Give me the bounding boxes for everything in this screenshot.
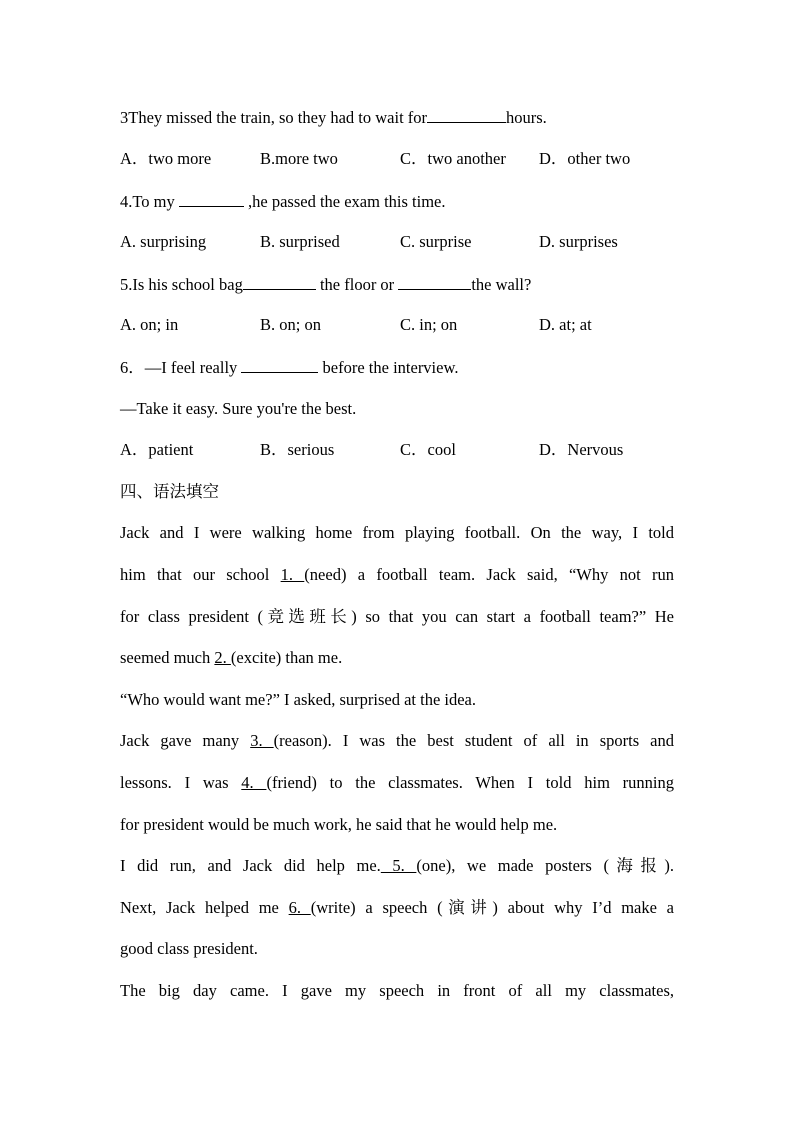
option-d: D. surprises	[539, 232, 618, 251]
paragraph-line: seemed much 2. (excite) than me.	[120, 648, 343, 667]
option-a: A. on; in	[120, 315, 179, 334]
paragraph-line: I did run, and Jack did help me. 5. (one), we made posters (海报).	[120, 856, 674, 875]
answer-blank	[179, 191, 244, 207]
option-c: C. surprise	[400, 232, 472, 251]
section-heading: 四、语法填空	[120, 482, 219, 501]
question-4-stem: 4.To my ,he passed the exam this time.	[120, 192, 446, 211]
question-5-stem: 5.Is his school bag the floor or the wall?	[120, 275, 532, 294]
option-b: B. surprised	[260, 232, 340, 251]
option-c: C．two another	[400, 149, 506, 168]
answer-blank	[243, 274, 316, 290]
answer-blank	[241, 357, 318, 373]
paragraph-line: Jack gave many 3. (reason). I was the best student of all in sports and	[120, 731, 674, 750]
paragraph-line: for class president (竞选班长) so that you can start a football team?” He	[120, 607, 674, 626]
blank-4: 4.	[241, 773, 267, 792]
question-6-stem: 6．—I feel really before the interview.	[120, 358, 459, 377]
paragraph-line: lessons. I was 4. (friend) to the classmates. When I told him running	[120, 773, 675, 792]
blank-3: 3.	[250, 731, 274, 750]
option-d: D. at; at	[539, 315, 592, 334]
blank-2: 2.	[214, 648, 231, 667]
option-c: C．cool	[400, 440, 456, 459]
blank-5: 5.	[380, 856, 417, 875]
option-a: A. surprising	[120, 232, 207, 251]
paragraph-line: Next, Jack helped me 6. (write) a speech (演讲) about why I’d make a	[120, 898, 675, 917]
option-a: A．two more	[120, 149, 212, 168]
option-d: D．Nervous	[539, 440, 624, 459]
answer-blank	[398, 274, 471, 290]
paragraph-line: “Who would want me?” I asked, surprised at the idea.	[120, 690, 476, 709]
paragraph-line: good class president.	[120, 939, 258, 958]
paragraph-line: The big day came. I gave my speech in front of all my classmates,	[120, 981, 674, 1000]
option-d: D．other two	[539, 149, 631, 168]
option-b: B.more two	[260, 149, 338, 168]
blank-6: 6.	[288, 898, 311, 917]
paragraph-line: for president would be much work, he said that he would help me.	[120, 815, 558, 834]
paragraph-line: Jack and I were walking home from playing football. On the way, I told	[120, 523, 674, 542]
answer-blank	[427, 107, 506, 123]
option-b: B. on; on	[260, 315, 321, 334]
paragraph-line: him that our school 1. (need) a football team. Jack said, “Why not run	[120, 565, 675, 584]
question-6-reply: —Take it easy. Sure you're the best.	[120, 399, 357, 418]
option-b: B．serious	[260, 440, 335, 459]
option-a: A．patient	[120, 440, 194, 459]
option-c: C. in; on	[400, 315, 458, 334]
blank-1: 1.	[280, 565, 305, 584]
question-3-stem: 3They missed the train, so they had to wait for hours.	[120, 108, 547, 127]
